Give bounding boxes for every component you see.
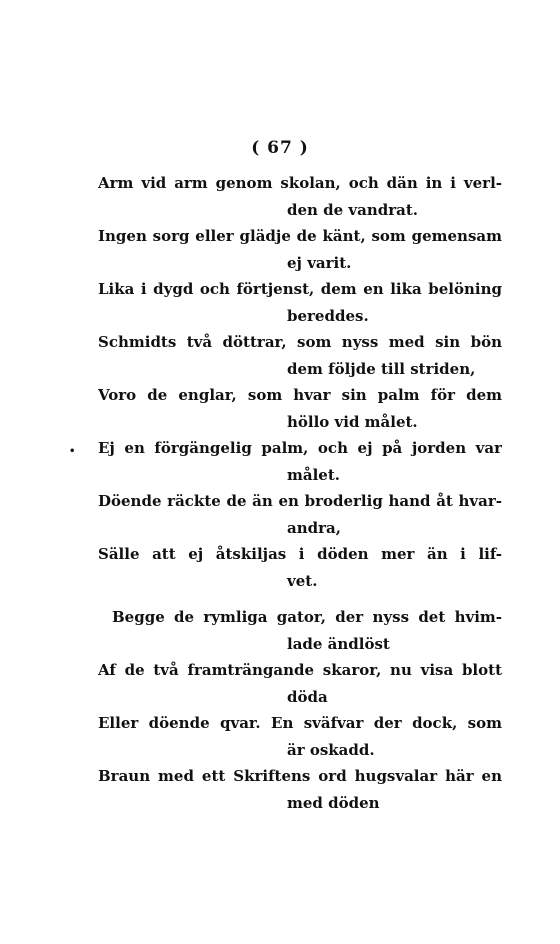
verse (98, 382, 502, 435)
verse (98, 710, 502, 763)
verse-continuation: målet. (287, 465, 340, 484)
verse-line: Begge de rymliga gator, der nyss det hvim- (112, 608, 502, 626)
verse (98, 276, 502, 329)
verse-continuation: dem följde till striden, (287, 359, 476, 378)
verse-continuation: lade ändlöst (287, 634, 390, 653)
verse-line: Af de två framträngande skaror, nu visa blott (98, 661, 502, 679)
verse-line: Sälle att ej åtskiljas i döden mer än i lif- (98, 545, 502, 563)
verse-line: Eller döende qvar. En sväfvar der dock, som (98, 714, 502, 732)
verse-line: Braun med ett Skriftens ord hugsvalar här en (98, 767, 502, 785)
verse-continuation: vet. (287, 571, 318, 590)
verse (98, 657, 502, 710)
verse-continuation: döda (287, 687, 328, 706)
verse-continuation: bereddes. (287, 306, 369, 325)
verse-continuation: är oskadd. (287, 740, 375, 759)
verse-continuation: höllo vid målet. (287, 412, 418, 431)
verse-line: Arm vid arm genom skolan, och dän in i verl- (98, 174, 502, 192)
verse-line: Voro de englar, som hvar sin palm för dem (98, 386, 502, 404)
verse (98, 170, 502, 223)
verse-continuation: den de vandrat. (287, 200, 419, 219)
verse-line: Lika i dygd och förtjenst, dem en lika belöning (98, 280, 502, 298)
verse-line: Schmidts två döttrar, som nyss med sin bön (98, 333, 502, 351)
verse (98, 604, 502, 657)
verse (98, 329, 502, 382)
margin-mark: • (69, 446, 76, 457)
stanza-2 (98, 604, 502, 816)
verse-continuation: ej varit. (287, 253, 352, 272)
page-number: ( 67 ) (251, 138, 309, 158)
verse (98, 541, 502, 594)
stanza-1 (98, 170, 502, 594)
verse (98, 223, 502, 276)
verse (98, 435, 502, 488)
verse-continuation: med döden (287, 793, 380, 812)
verse-line: Döende räckte de än en broderlig hand åt hvar- (98, 492, 502, 510)
verse-continuation: andra, (287, 518, 341, 537)
verse-line: Ej en förgängelig palm, och ej på jorden var (98, 439, 502, 457)
verse (98, 763, 502, 816)
verse-line: Ingen sorg eller glädje de känt, som gemensam (98, 227, 502, 245)
verse (98, 488, 502, 541)
